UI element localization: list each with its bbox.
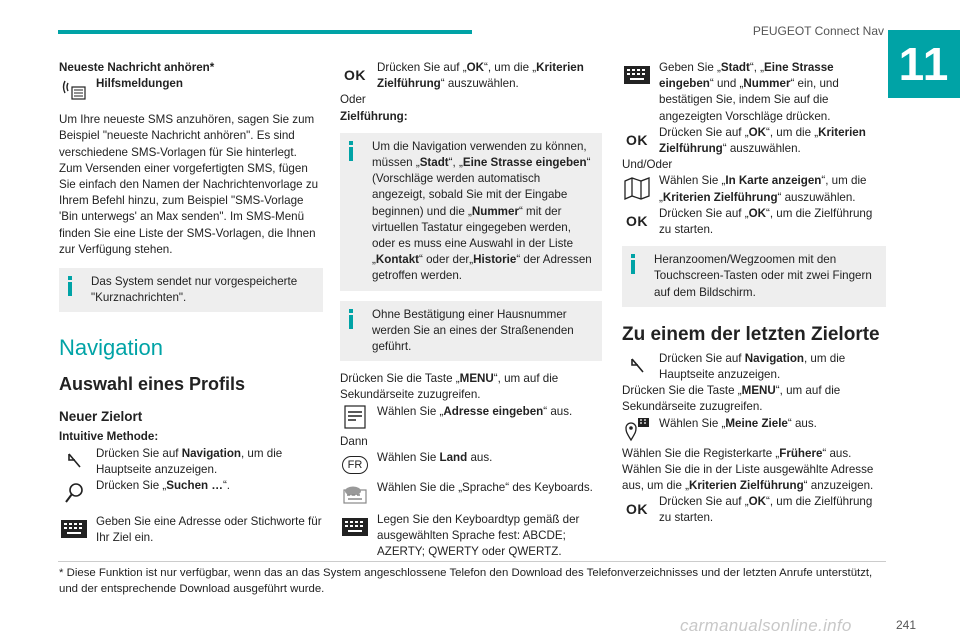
map-pre: Wählen Sie „ [659,174,726,188]
footnote: * Diese Funktion ist nur verfügbar, wenn das an das System angeschlossene Telefon den Download des Telefonverzeichnisses und der letzten Anrufe unterstützt, und der entsprechende Download ausgeführt wurde. [59,567,873,595]
recent-step-tab [622,446,886,462]
step-menu-pre: Drücken Sie die Taste „ [340,372,460,386]
step-navigation-bold: Navigation [181,446,241,460]
ok-post: “ auszuwählen. [722,142,801,156]
step-ok-pre: Drücken Sie auf „ [377,61,467,74]
r1-post: , um die Hauptseite anzuzeigen. [659,351,846,382]
navigation-heading: Navigation [59,335,163,361]
step-search-post: “. [222,479,231,493]
column-2 [340,60,602,560]
keyboard-icon [622,62,652,88]
enter-b3: Nummer [743,77,791,91]
keyboard-icon [340,514,370,540]
und-oder-label: Und/Oder [622,158,673,172]
step-navigation-pre: Drücken Sie auf [96,446,182,460]
step-enter-address [59,514,323,546]
step-keyboard-language [340,480,602,512]
step-land [340,450,602,480]
recent-step-my-destinations [622,416,886,446]
map-b1: In Karte anzeigen [725,174,822,188]
r5-post: “ anzuzeigen. [803,479,874,493]
country-fr-icon [340,452,370,478]
column-3 [622,60,886,527]
ok-icon: OK [344,66,366,83]
info-icon [349,309,353,329]
step-ok-criteria-2 [622,125,886,157]
info-sms-text: Das System sendet nur vorgespeicherte "Kurznachrichten". [91,275,298,305]
recent-step-select [622,462,886,494]
step-menu-bold: MENU [459,372,494,386]
info-box-zoom [622,246,886,307]
step-search-bold: Suchen … [166,479,223,493]
keyboard-icon [59,516,89,542]
info-box-navigation [340,133,602,291]
info-icon [349,141,353,161]
voice-help-icon [59,76,89,102]
r5-pre: Wählen Sie die in der Liste ausgewählte Adresse aus, um die „ [622,462,874,493]
step-ok-mid: “, um die „ [483,61,537,74]
chapter-number: 11 [888,30,960,98]
info1-b4: Kontakt [375,253,420,267]
info1-m3: “ mit der virtuellen Tastatur eingegeben werden, oder es muss eine Auswahl in der Liste „ [372,204,574,267]
address-entry-icon [340,404,370,430]
r6-pre: Drücken Sie auf „ [659,495,749,509]
profile-heading: Auswahl eines Profils [59,374,246,395]
enter-b1: Stadt [720,61,750,74]
map-icon [622,175,652,201]
map-post: “ auszuwählen. [777,190,856,204]
land-bold: Land [439,450,468,464]
country-fr-label: FR [342,456,368,474]
latest-message-text: Um Ihre neueste SMS anzuhören, sagen Sie zum Beispiel "neueste Nachricht anhören". Es sind verschiedene SMS-Vorlagen für Sie hinterlegt. Zum Versenden einer vorgefertigten SMS, fügen Sie einfach den Namen der Nachrichtenvorlage zu Ihrem Befehl hinzu, zum Beispiel "SMS-Vorlage 'Bin unterwegs' an Max senden". Im SMS-Menü finden Sie eine Liste der SMS-Vorlagen, die Ihnen zur Verfügung stehen. [59,113,319,256]
recent-step-start [622,494,886,526]
step-ok-bold1: OK [466,61,484,74]
help-messages-label: Hilfsmeldungen [96,77,183,91]
info-icon [631,254,635,274]
search-icon [59,480,89,506]
ok-icon: OK [626,501,648,518]
info-box-sms [59,268,323,312]
info1-m2: “ (Vorschläge werden automatisch angezeigt, sobald Sie mit der Eingabe beginnen) und die „ [372,156,591,218]
info-zoom-text: Heranzoomen/Wegzoomen mit den Touchscreen-Tasten oder mit zwei Fingern auf dem Bildschirm. [654,253,872,299]
step-start-guidance [622,206,886,238]
step-enter-city [622,60,886,125]
r6-post: “, um die Zielführung zu starten. [659,495,873,525]
info1-post: “ der Adressen getroffen werden. [372,253,592,283]
map-b2: Kriterien Zielführung [662,190,778,204]
info1-m4: “ oder der„ [419,253,474,267]
r2-b: MENU [741,384,776,398]
zielfuehrung-label: Zielführung: [340,109,408,123]
r1-pre: Drücken Sie auf [659,351,745,365]
navigation-arrow-icon [59,448,89,474]
step-show-map [622,173,886,205]
step-search [59,478,323,508]
start-post: “, um die Zielführung zu starten. [659,206,873,237]
my-destinations-icon [622,416,652,442]
ok-pre: Drücken Sie auf „ [659,125,749,139]
addr-bold: Adresse eingeben [443,404,544,418]
info1-b1: Stadt [419,156,449,170]
r3-b: Meine Ziele [725,416,788,430]
step-enter-address-menu [340,404,602,434]
start-pre: Drücken Sie auf „ [659,206,749,220]
r4-pre: Wählen Sie die Registerkarte „ [622,446,780,460]
r4-post: “ aus. [822,446,852,460]
kbtype-text: Legen Sie den Keyboardtyp gemäß der ausgewählten Sprache fest: ABCDE; AZERTY; QWERTY oder QWERTZ. [377,512,580,559]
page-number: 241 [895,618,916,632]
header-title: PEUGEOT Connect Nav [752,24,884,38]
land-pre: Wählen Sie [377,450,440,464]
r1-b: Navigation [744,351,804,365]
step-enter-address-text: Geben Sie eine Adresse oder Stichworte für Ihr Ziel ein. [96,515,322,545]
r3-post: “ aus. [787,416,817,430]
start-b: OK [748,206,766,220]
ok-b2: Kriterien Zielführung [659,125,866,156]
enter-m1: “, „ [749,61,765,74]
info1-pre: Um die Navigation verwenden zu können, müssen „ [372,139,587,170]
keyboard-language-icon [340,482,370,508]
step-ok-criteria [340,60,602,92]
addr-post: “ aus. [543,404,573,418]
enter-post: “ ein, und bestätigen Sie, indem Sie auf die angezeigten Vorschläge drücken. [659,77,839,123]
step-navigation-post: , um die Hauptseite anzuzeigen. [96,446,283,476]
info1-b2: Eine Strasse eingeben [462,156,587,170]
r2-pre: Drücken Sie die Taste „ [622,384,742,398]
column-1 [59,60,323,546]
oder-label: Oder [340,93,366,107]
step-ok-post: “ auszuwählen. [440,77,519,91]
info1-b5: Historie [473,253,517,267]
step-menu-post: “, um auf die Sekundärseite zuzugreifen. [340,372,559,402]
info2-text: Ohne Bestätigung einer Hausnummer werden Sie an eines der Straßenenden geführt. [372,307,574,354]
r3-pre: Wählen Sie „ [659,416,726,430]
step-navigation [59,446,323,478]
recent-step-navigation [622,351,886,383]
map-mid: “, um die „ [659,174,867,204]
r5-b: Kriterien Zielführung [689,479,804,493]
latest-message-title: Neueste Nachricht anhören* [59,61,215,74]
step-search-pre: Drücken Sie „ [96,479,167,493]
r6-b: OK [748,495,766,509]
ok-icon: OK [626,131,648,148]
navigation-arrow-icon [622,353,652,379]
footnote-divider [58,561,886,562]
sprache-text: Wählen Sie die „Sprache“ des Keyboards. [377,480,593,494]
step-menu [340,371,602,403]
enter-b2: Eine Strasse eingeben [659,61,834,91]
recent-step-menu [622,383,886,415]
enter-pre: Geben Sie „ [659,61,721,74]
r4-b: Frühere [779,446,823,460]
watermark: carmanualsonline.info [680,616,852,635]
info-box-housenumber [340,301,602,362]
info-icon [68,276,72,296]
r2-post: “, um auf die Sekundärseite zuzugreifen. [622,384,841,414]
ok-mid: “, um die „ [765,125,819,139]
help-messages-row [59,76,323,110]
recent-destinations-heading: Zu einem der letzten Zielorte [622,323,880,345]
land-post: aus. [467,450,493,464]
new-destination-heading: Neuer Zielort [59,409,143,425]
info1-m1: “, „ [448,156,463,170]
dann-label: Dann [340,434,368,448]
intuitive-method-label: Intuitive Methode: [59,430,159,444]
enter-m2: “ und „ [709,77,744,91]
ok-icon: OK [626,212,648,229]
step-keyboard-type [340,512,602,561]
info1-b3: Nummer [471,204,519,218]
ok-b1: OK [748,125,766,139]
header-accent-bar [58,30,472,34]
step-ok-bold2: Kriterien Zielführung [377,61,584,91]
addr-pre: Wählen Sie „ [377,404,444,418]
